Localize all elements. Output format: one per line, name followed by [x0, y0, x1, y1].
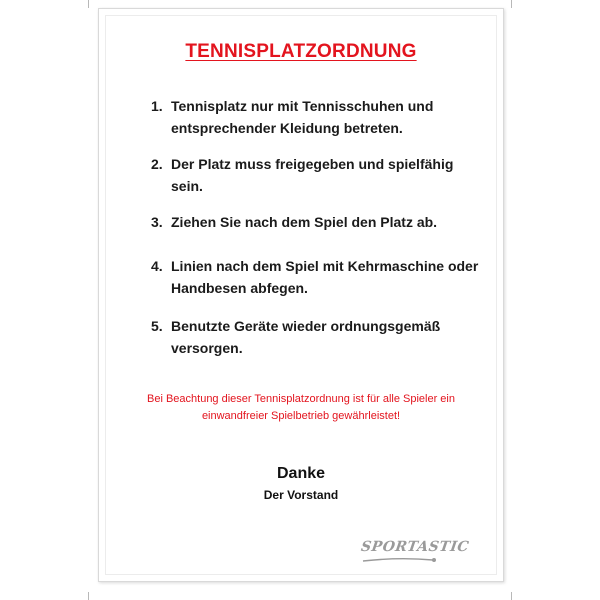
rule-item-3 [151, 211, 481, 233]
rule-text: Linien nach dem Spiel mit Kehrmaschine oder Handbesen abfegen. [171, 258, 479, 296]
rule-number: 3. [151, 214, 163, 230]
rule-number: 2. [151, 156, 163, 172]
rule-item-1 [151, 95, 481, 139]
crop-mark [511, 0, 512, 8]
rule-item-5 [151, 315, 481, 359]
rule-number: 1. [151, 98, 163, 114]
rule-item-4 [151, 255, 481, 299]
brand-logo: SPORTASTIC [359, 539, 471, 555]
notice-text: Bei Beachtung dieser Tennisplatzordnung ist für alle Spieler ein einwandfreier Spielbetrieb gewährleistet! [147, 393, 455, 422]
rule-item-2 [151, 153, 481, 197]
rule-number: 4. [151, 258, 163, 274]
sign-sheet [98, 8, 504, 582]
crop-mark [88, 0, 89, 8]
signature-text: Der Vorstand [263, 488, 339, 502]
crop-mark [511, 592, 512, 600]
thanks-heading: Danke [276, 465, 326, 482]
rule-text: Tennisplatz nur mit Tennisschuhen und entsprechender Kleidung betreten. [171, 98, 434, 136]
rule-text: Benutzte Geräte wieder ordnungsgemäß versorgen. [171, 318, 441, 356]
logo-swoosh-icon [361, 557, 437, 563]
crop-mark [88, 592, 89, 600]
rule-text: Der Platz muss freigegeben und spielfähig sein. [171, 156, 454, 194]
rule-number: 5. [151, 318, 163, 334]
rule-text: Ziehen Sie nach dem Spiel den Platz ab. [171, 214, 438, 230]
page-title: TENNISPLATZORDNUNG [185, 41, 417, 62]
